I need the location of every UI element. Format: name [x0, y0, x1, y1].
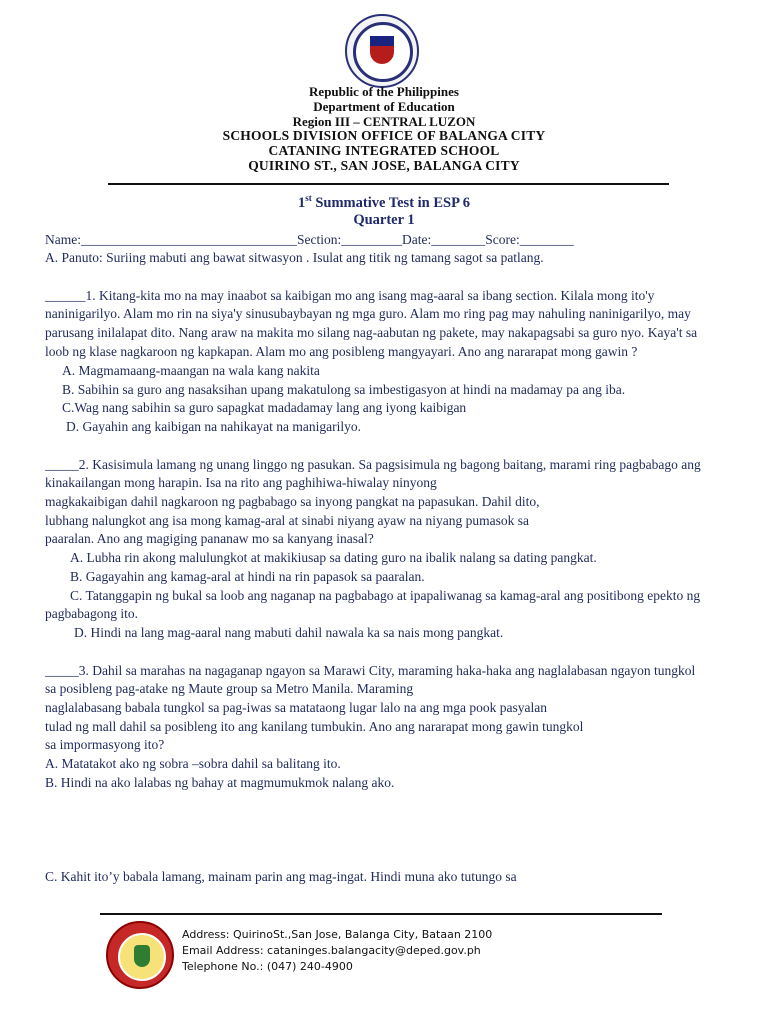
- question-3-option-a: A. Matatakot ako ng sobra –sobra dahil sa balitang ito.: [45, 756, 341, 771]
- title-superscript: st: [305, 193, 312, 203]
- header-divider: [108, 183, 669, 185]
- header-republic: Republic of the Philippines: [309, 84, 459, 99]
- header-department: Department of Education: [313, 99, 455, 114]
- instructions: A. Panuto: Suriing mabuti ang bawat sitwasyon . Isulat ang titik ng tamang sagot sa patlang.: [45, 250, 544, 265]
- question-1-line: naninigarilyo. Alam mo rin na siya'y sinusubaybayan ng mga guro. Alam mo ring pag may nahuling naninigarilyo, may: [45, 306, 691, 321]
- question-1-option-b: B. Sabihin sa guro ang nasaksihan upang makatulong sa imbestigasyon at hindi na madamay pa ang iba.: [62, 382, 626, 397]
- header-division: SCHOOLS DIVISION OFFICE OF BALANGA CITY: [222, 128, 546, 143]
- question-2-line: _____2. Kasisimula lamang ng unang linggo ng pasukan. Sa pagsisimula ng bagong baitang, marami ring pagbabago ang: [45, 457, 701, 472]
- question-1-line: ______1. Kitang-kita mo na may inaabot sa kaibigan mo ang isang mag-aaral sa ibang section. Kilala mong ito'y: [45, 288, 655, 303]
- title-rest: Summative Test in ESP 6: [311, 194, 471, 211]
- question-3-line: sa posibleng pag-atake ng Maute group sa Metro Manila. Maraming: [45, 681, 414, 696]
- title-ordinal: 1: [297, 194, 306, 211]
- header-school: CATANING INTEGRATED SCHOOL: [268, 143, 500, 158]
- question-1-option-c: C.Wag nang sabihin sa guro sapagkat madadamay lang ang iyong kaibigan: [62, 400, 467, 415]
- question-1-line: loob ng klase nagkaroon ng kapkapan. Alam mo ang posibleng mangyayari. Ano ang nararapat mong gawin ?: [45, 344, 638, 359]
- header-region: Region III – CENTRAL LUZON: [292, 114, 476, 129]
- question-2-option-b: B. Gagayahin ang kamag-aral at hindi na rin papasok sa paaralan.: [70, 569, 425, 584]
- question-3-line: sa impormasyong ito?: [45, 737, 165, 752]
- name-section-date-score-line: Name:________________________________Section:_________Date:________Score:________: [45, 232, 574, 247]
- footer-address: Address: QuirinoSt.,San Jose, Balanga City, Bataan 2100: [182, 928, 493, 941]
- question-2-line: kinakailangan mong harapin. Isa na rito ang paghihiwa-hiwalay ninyong: [45, 475, 437, 490]
- question-2-option-a: A. Lubha rin akong malulungkot at makikiusap sa dating guro na ibalik nalang sa dating pangkat.: [70, 550, 597, 565]
- quarter-label: Quarter 1: [353, 212, 415, 228]
- question-1-line: parusang inilalapat dito. Nang araw na makita mo silang nag-aabutan ng pakete, may nakapagsabi sa guro nyo. Kaya't sa: [45, 325, 698, 340]
- question-2-line: paaralan. Ano ang magiging pananaw mo sa kanyang inasal?: [45, 531, 374, 546]
- test-title: [0, 193, 768, 212]
- question-3-line: naglalabasang babala tungkol sa pag-iwas sa matataong lugar lalo na ang mga pook pasyalan: [45, 700, 547, 715]
- question-1-option-d: D. Gayahin ang kaibigan na nahikayat na manigarilyo.: [66, 419, 362, 434]
- question-2-option-c-cont: pagbabagong ito.: [45, 606, 138, 621]
- header-address: QUIRINO ST., SAN JOSE, BALANGA CITY: [248, 158, 520, 173]
- question-2-line: lubhang nalungkot ang isa mong kamag-aral at sinabi niyang ayaw na niyang pumasok sa: [45, 513, 530, 528]
- question-2-line: magkakaibigan dahil nagkaroon ng pagbabago sa inyong pangkat na papasukan. Dahil dito,: [45, 494, 540, 509]
- question-1-option-a: A. Magmamaang-maangan na wala kang nakita: [62, 363, 320, 378]
- footer-telephone: Telephone No.: (047) 240-4900: [182, 960, 353, 973]
- question-3-line: _____3. Dahil sa marahas na nagaganap ngayon sa Marawi City, maraming haka-haka ang naglalabasan ngayon tungkol: [45, 663, 696, 678]
- deped-seal-logo: [345, 14, 419, 88]
- question-3-line: tulad ng mall dahil sa posibleng ito ang kanilang tumbukin. Ano ang nararapat mong gawin tungkol: [45, 719, 584, 734]
- footer-divider: [100, 913, 662, 915]
- question-2-option-c: C. Tatanggapin ng bukal sa loob ang naganap na pagbabago at ipapaliwanag sa kamag-aral ang positibong epekto ng: [70, 588, 701, 603]
- question-3-option-c: C. Kahit ito’y babala lamang, mainam parin ang mag-ingat. Hindi muna ako tutungo sa: [45, 869, 517, 884]
- school-seal-logo: [106, 921, 174, 989]
- question-2-option-d: D. Hindi na lang mag-aaral nang mabuti dahil nawala ka sa nais mong pangkat.: [74, 625, 504, 640]
- footer-email: Email Address: cataninges.balangacity@deped.gov.ph: [182, 944, 481, 957]
- question-3-option-b: B. Hindi na ako lalabas ng bahay at magmumukmok nalang ako.: [45, 775, 395, 790]
